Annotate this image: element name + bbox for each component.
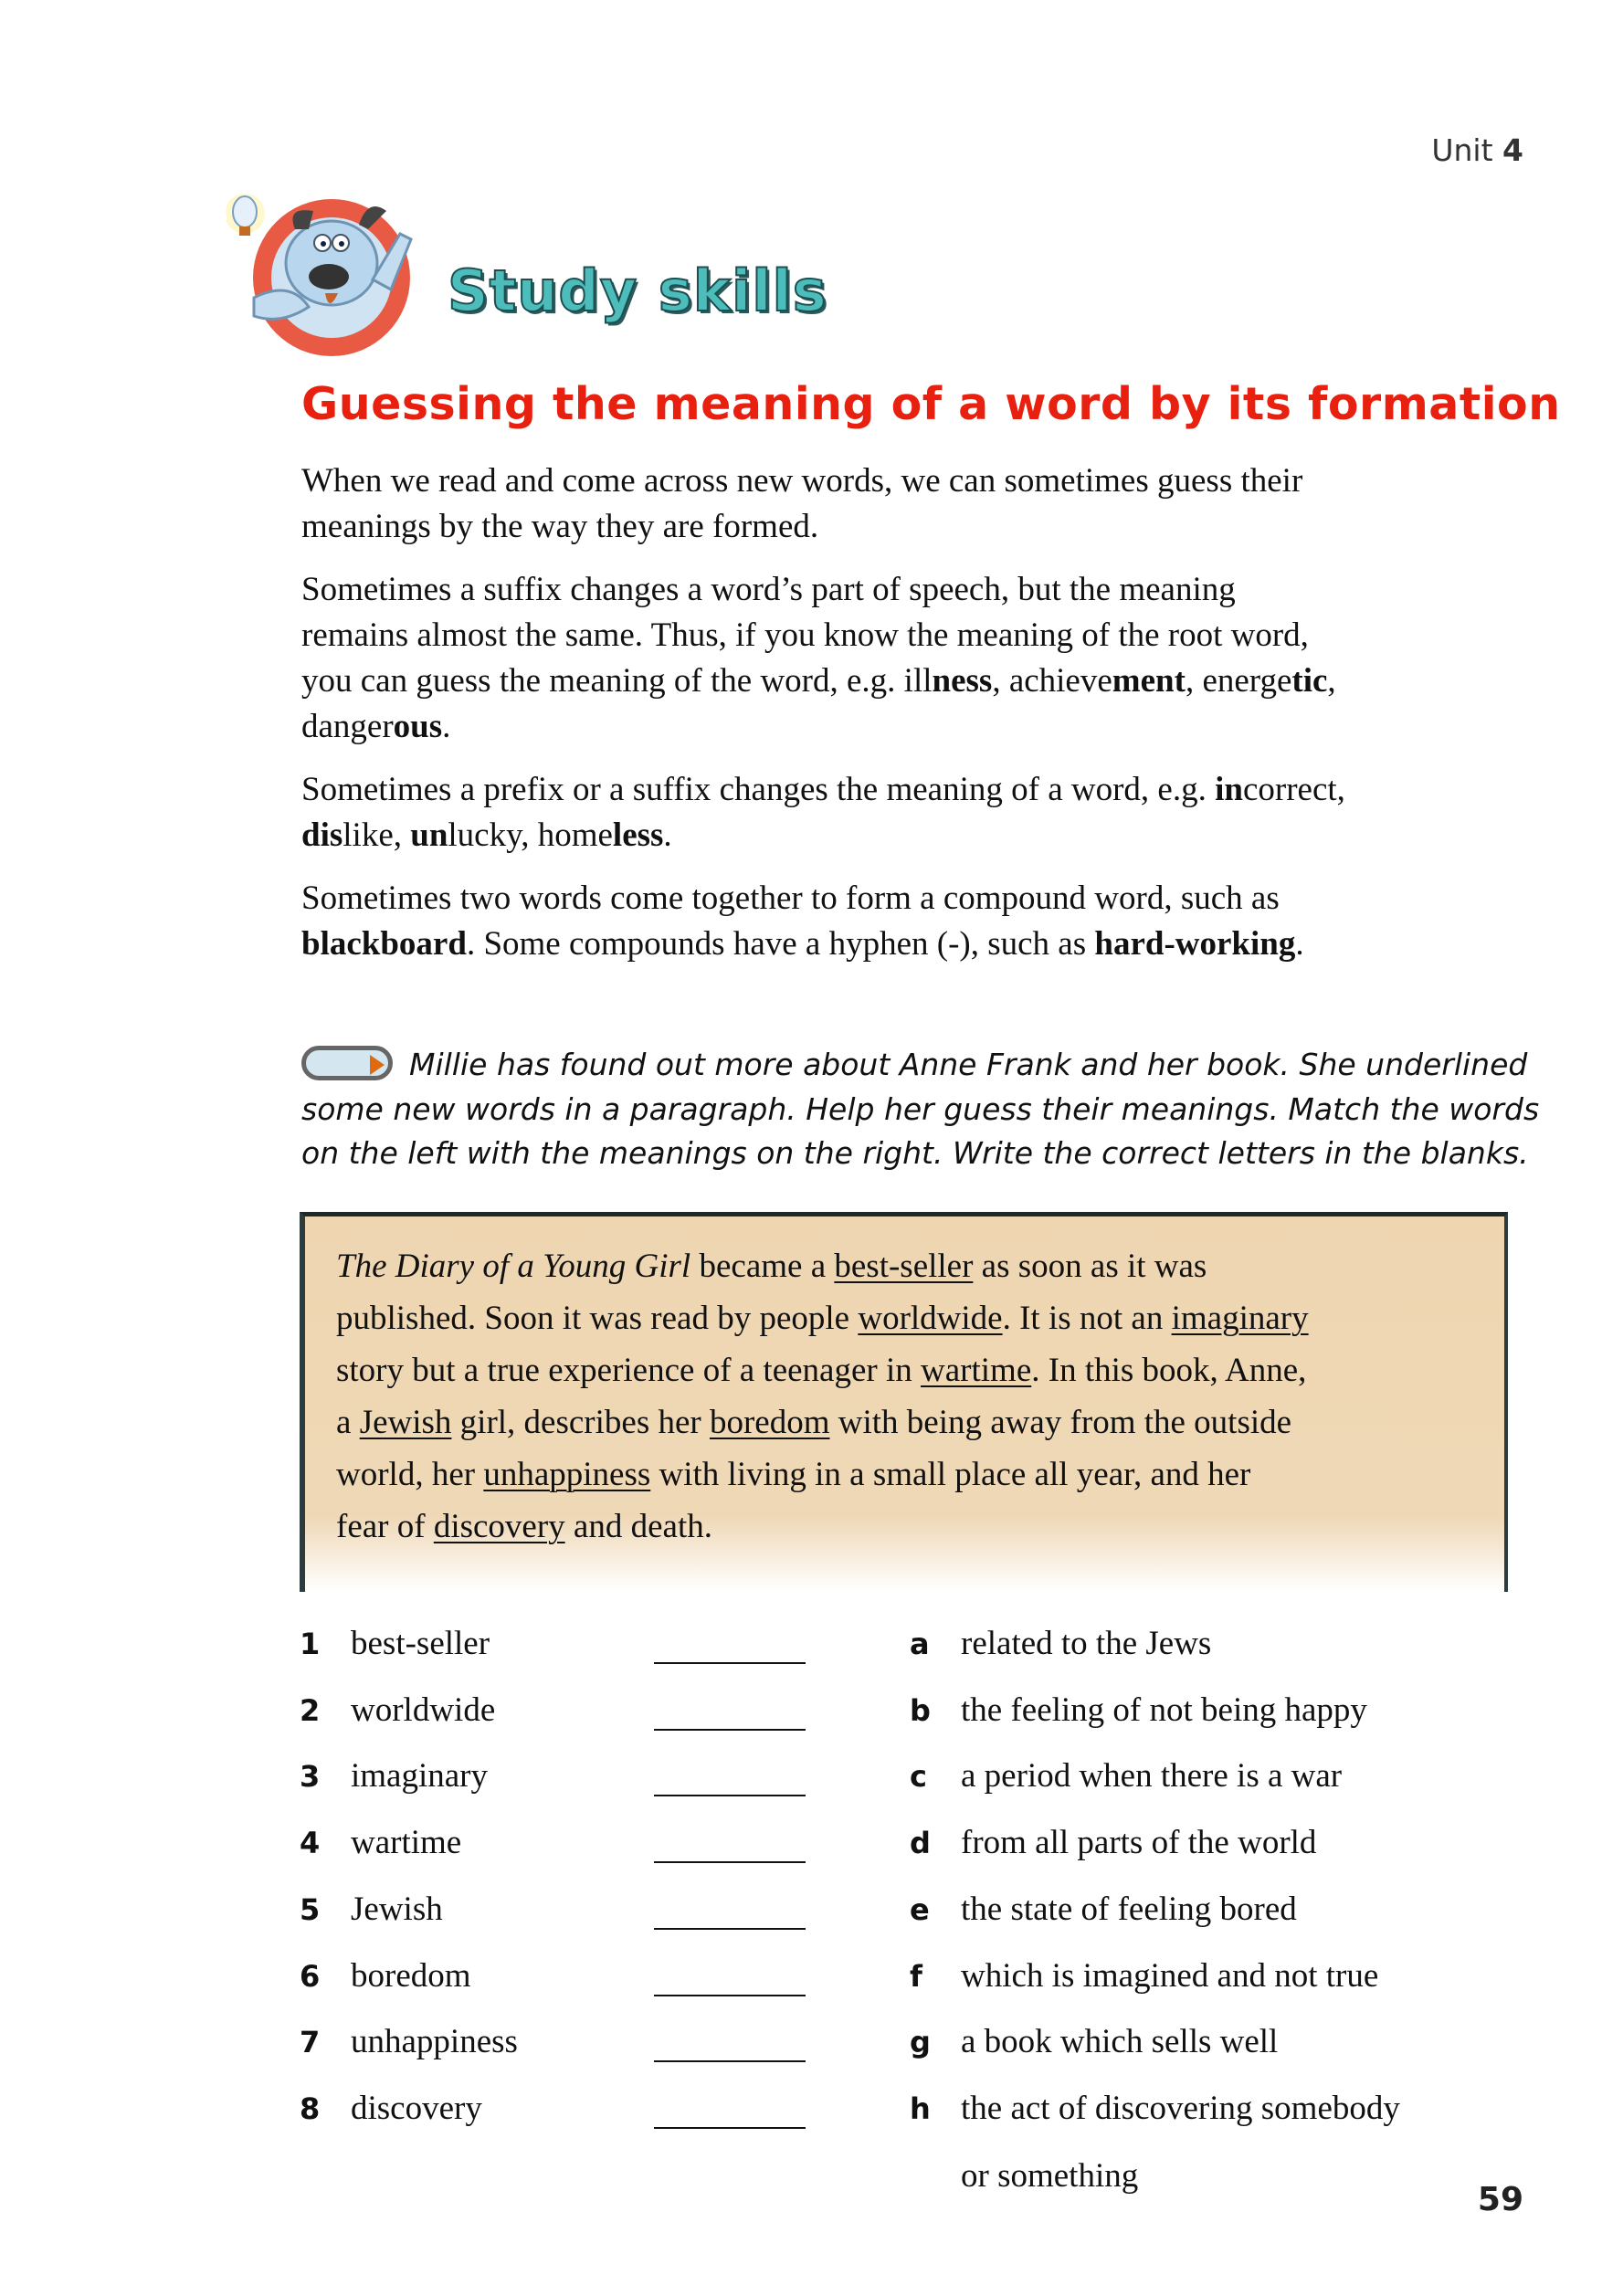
text-segment: and death. xyxy=(564,1508,712,1545)
meaning-text: a period when there is a war xyxy=(961,1757,1343,1796)
paragraph xyxy=(301,567,1525,750)
meaning-text: from all parts of the world xyxy=(961,1824,1317,1862)
word-item: discovery xyxy=(351,2089,482,2127)
meaning-letter: f xyxy=(910,1958,922,1994)
meaning-letter: g xyxy=(910,2025,931,2060)
paragraph-line xyxy=(301,767,1525,813)
meaning-text: the feeling of not being happy xyxy=(961,1690,1367,1729)
text-segment: . xyxy=(663,816,672,854)
text-segment: . Some compounds have a hyphen (-), such as xyxy=(466,925,1095,963)
text-segment: a xyxy=(336,1404,360,1441)
answer-blank[interactable] xyxy=(654,1861,806,1863)
instruction-line: on the left with the meanings on the right. Write the correct letters in the blanks. xyxy=(301,1135,1529,1171)
study-skills-dog-logo xyxy=(227,179,437,362)
passage-box xyxy=(300,1212,1508,1592)
paragraph-line xyxy=(301,613,1525,658)
text-segment: girl, describes her xyxy=(451,1404,710,1441)
text-segment: correct, xyxy=(1242,771,1345,808)
text-segment: like, xyxy=(343,816,411,854)
text-segment: un xyxy=(410,816,448,854)
paragraph-line xyxy=(301,704,1525,750)
paragraph-line xyxy=(301,813,1525,858)
passage-line xyxy=(336,1344,1309,1396)
word-item: worldwide xyxy=(351,1690,496,1729)
word-item: imaginary xyxy=(351,1757,489,1796)
underlined-word: Jewish xyxy=(359,1404,452,1441)
text-segment: lucky, home xyxy=(448,816,613,854)
paragraph-line xyxy=(301,504,1525,550)
text-segment: meanings by the way they are formed. xyxy=(301,508,819,545)
section-heading: Guessing the meaning of a word by its formation xyxy=(301,378,1561,430)
underlined-word: worldwide xyxy=(858,1300,1003,1337)
word-number: 1 xyxy=(300,1627,321,1661)
meaning-text: related to the Jews xyxy=(961,1625,1212,1662)
text-segment: , energe xyxy=(1185,662,1292,700)
text-segment: Sometimes a prefix or a suffix changes the meaning of a word, e.g. xyxy=(301,771,1216,808)
text-segment: less xyxy=(612,816,664,854)
text-segment: ness xyxy=(932,662,993,700)
meaning-letter: c xyxy=(910,1759,927,1795)
instruction-text: Millie has found out more about Anne Frank and her book. She underlined xyxy=(409,1047,1528,1082)
passage-line xyxy=(336,1240,1309,1292)
text-segment: with being away from the outside xyxy=(829,1404,1292,1441)
word-number: 5 xyxy=(300,1891,321,1927)
passage-line xyxy=(336,1448,1309,1501)
word-number: 4 xyxy=(300,1826,321,1861)
explanation-text xyxy=(301,458,1525,985)
text-segment: as soon as it was xyxy=(973,1248,1207,1285)
unit-number: 4 xyxy=(1502,132,1523,168)
text-segment: ment xyxy=(1112,662,1186,700)
text-segment: . xyxy=(442,708,451,745)
text-segment: ous xyxy=(393,708,443,745)
text-segment: hard-working xyxy=(1094,925,1296,963)
text-segment: tic xyxy=(1291,662,1328,700)
paragraph-line xyxy=(301,567,1525,613)
meaning-letter: h xyxy=(910,2091,931,2126)
word-item: Jewish xyxy=(351,1890,443,1928)
answer-blank[interactable] xyxy=(654,2127,806,2129)
passage-line xyxy=(336,1501,1309,1553)
text-segment: blackboard xyxy=(301,925,467,963)
text-segment: , xyxy=(1327,662,1336,700)
paragraph-line xyxy=(301,922,1525,967)
text-segment: story but a true experience of a teenager in xyxy=(336,1352,922,1389)
word-number: 7 xyxy=(300,2025,321,2060)
text-segment: published. Soon it was read by people xyxy=(336,1300,859,1337)
underlined-word: imaginary xyxy=(1171,1300,1309,1337)
text-segment: with living in a small place all year, and her xyxy=(650,1456,1251,1493)
unit-label xyxy=(1431,132,1523,168)
underlined-word: discovery xyxy=(433,1508,565,1545)
meaning-letter: a xyxy=(910,1627,930,1661)
paragraph-line xyxy=(301,458,1525,504)
word-item: wartime xyxy=(351,1824,462,1862)
underlined-word: boredom xyxy=(709,1404,830,1441)
text-segment: dis xyxy=(301,816,343,854)
meaning-letter: d xyxy=(910,1826,931,1861)
answer-blank[interactable] xyxy=(654,1995,806,1996)
meaning-letter: e xyxy=(910,1891,930,1927)
passage-line xyxy=(336,1396,1309,1448)
exercise-instruction xyxy=(301,1043,1540,1176)
paragraph xyxy=(301,458,1525,550)
text-segment: Sometimes two words come together to form a compound word, such as xyxy=(301,879,1280,917)
word-number: 3 xyxy=(300,1759,321,1795)
word-item: unhappiness xyxy=(351,2023,518,2061)
study-skills-title: Study skills xyxy=(448,258,827,324)
word-item: boredom xyxy=(351,1956,471,1995)
underlined-word: best-seller xyxy=(834,1248,974,1285)
word-number: 8 xyxy=(300,2091,321,2126)
text-segment: , achieve xyxy=(992,662,1112,700)
text-segment: . It is not an xyxy=(1002,1300,1172,1337)
text-segment: fear of xyxy=(336,1508,434,1545)
answer-blank[interactable] xyxy=(654,1928,806,1930)
underlined-word: unhappiness xyxy=(483,1456,651,1493)
text-segment: world, her xyxy=(336,1456,484,1493)
page-number: 59 xyxy=(1477,2181,1523,2218)
answer-blank[interactable] xyxy=(654,1795,806,1796)
text-segment: When we read and come across new words, we can sometimes guess their xyxy=(301,462,1303,500)
text-segment: . xyxy=(1295,925,1304,963)
instruction-line xyxy=(301,1043,1528,1088)
paragraph-line xyxy=(301,876,1525,922)
text-segment: in xyxy=(1215,771,1243,808)
paragraph-line xyxy=(301,658,1525,704)
instruction-line: some new words in a paragraph. Help her guess their meanings. Match the words xyxy=(301,1090,1540,1127)
text-segment: you can guess the meaning of the word, e.g. ill xyxy=(301,662,933,700)
meaning-text: a book which sells well xyxy=(961,2023,1279,2061)
text-segment: . In this book, Anne, xyxy=(1031,1352,1307,1389)
play-arrow-icon xyxy=(301,1046,393,1080)
answer-blank[interactable] xyxy=(654,1729,806,1731)
paragraph xyxy=(301,876,1525,967)
word-number: 6 xyxy=(300,1958,321,1994)
meaning-letter: b xyxy=(910,1692,931,1728)
text-segment: became a xyxy=(690,1248,835,1285)
paragraph xyxy=(301,767,1525,858)
answer-blank[interactable] xyxy=(654,2060,806,2062)
text-segment: remains almost the same. Thus, if you know the meaning of the root word, xyxy=(301,616,1309,654)
passage-text xyxy=(336,1240,1309,1553)
passage-line xyxy=(336,1292,1309,1344)
answer-blank[interactable] xyxy=(654,1662,806,1664)
meaning-text: the act of discovering somebody xyxy=(961,2089,1400,2127)
meaning-text: the state of feeling bored xyxy=(961,1890,1297,1928)
text-segment: danger xyxy=(301,708,394,745)
text-segment: The Diary of a Young Girl xyxy=(336,1248,691,1285)
word-number: 2 xyxy=(300,1692,321,1728)
word-item: best-seller xyxy=(351,1625,490,1662)
meaning-text: which is imagined and not true xyxy=(961,1956,1379,1995)
meaning-text: or something xyxy=(961,2156,1139,2195)
underlined-word: wartime xyxy=(921,1352,1032,1389)
unit-text: Unit xyxy=(1431,132,1493,168)
text-segment: Sometimes a suffix changes a word’s part of speech, but the meaning xyxy=(301,571,1236,608)
